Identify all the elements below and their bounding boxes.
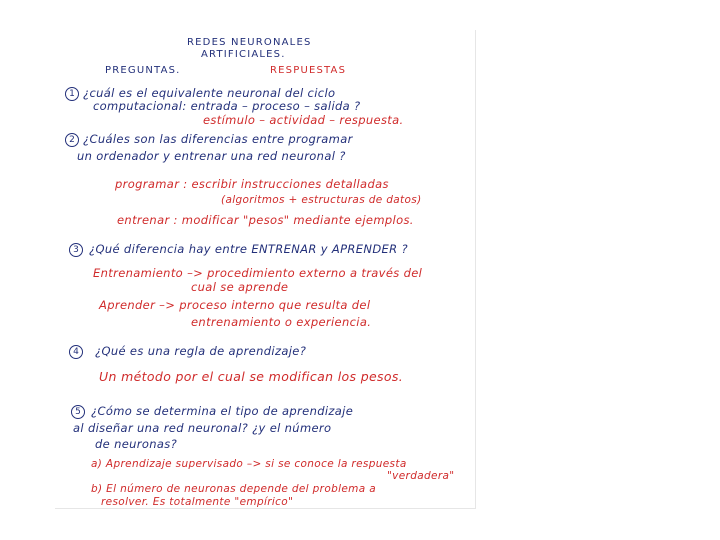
page-title-line2: ARTIFICIALES. xyxy=(201,49,286,60)
question-4-line1: ¿Qué es una regla de aprendizaje? xyxy=(95,344,307,358)
answer-4-line1: Un método por el cual se modifican los pesos. xyxy=(99,369,404,384)
question-5-line1: ¿Cómo se determina el tipo de aprendizaje xyxy=(91,404,354,418)
answer-5b-line2: resolver. Es totalmente "empírico" xyxy=(101,496,294,508)
question-1-line2: computacional: entrada – proceso – salida ? xyxy=(93,99,361,113)
question-2-line1: ¿Cuáles son las diferencias entre programar xyxy=(83,132,353,146)
answer-5a-line2: "verdadera" xyxy=(387,470,455,482)
question-2-number: 2 xyxy=(65,133,79,147)
handwritten-notes-page xyxy=(55,30,476,509)
answer-3a-line2: cual se aprende xyxy=(191,280,289,294)
answer-3b-line2: entrenamiento o experiencia. xyxy=(191,315,372,329)
question-1-number: 1 xyxy=(65,87,79,101)
answer-5a-line1: a) Aprendizaje supervisado –> si se conoce la respuesta xyxy=(91,458,407,470)
question-3-number: 3 xyxy=(69,243,83,257)
answer-1-line1: estímulo – actividad – respuesta. xyxy=(203,113,404,127)
question-1-line1: ¿cuál es el equivalente neuronal del ciclo xyxy=(83,86,336,100)
questions-column-heading: PREGUNTAS. xyxy=(105,65,181,76)
answer-2a-line1: programar : escribir instrucciones detalladas xyxy=(115,177,389,191)
answer-3a-line1: Entrenamiento –> procedimiento externo a través del xyxy=(93,266,423,280)
answer-2b-line1: entrenar : modificar "pesos" mediante ejemplos. xyxy=(117,213,414,227)
question-5-number: 5 xyxy=(71,405,85,419)
answer-5b-line1: b) El número de neuronas depende del problema a xyxy=(91,483,377,495)
question-5-line3: de neuronas? xyxy=(95,437,178,451)
answers-column-heading: RESPUESTAS xyxy=(270,65,347,76)
question-4-number: 4 xyxy=(69,345,83,359)
answer-3b-line1: Aprender –> proceso interno que resulta del xyxy=(99,298,371,312)
question-5-line2: al diseñar una red neuronal? ¿y el número xyxy=(73,421,332,435)
answer-2a-line2: (algoritmos + estructuras de datos) xyxy=(221,194,422,206)
question-3-line1: ¿Qué diferencia hay entre ENTRENAR y APRENDER ? xyxy=(89,242,408,256)
question-2-line2: un ordenador y entrenar una red neuronal ? xyxy=(77,149,346,163)
page-title-line1: REDES NEURONALES xyxy=(187,37,312,48)
